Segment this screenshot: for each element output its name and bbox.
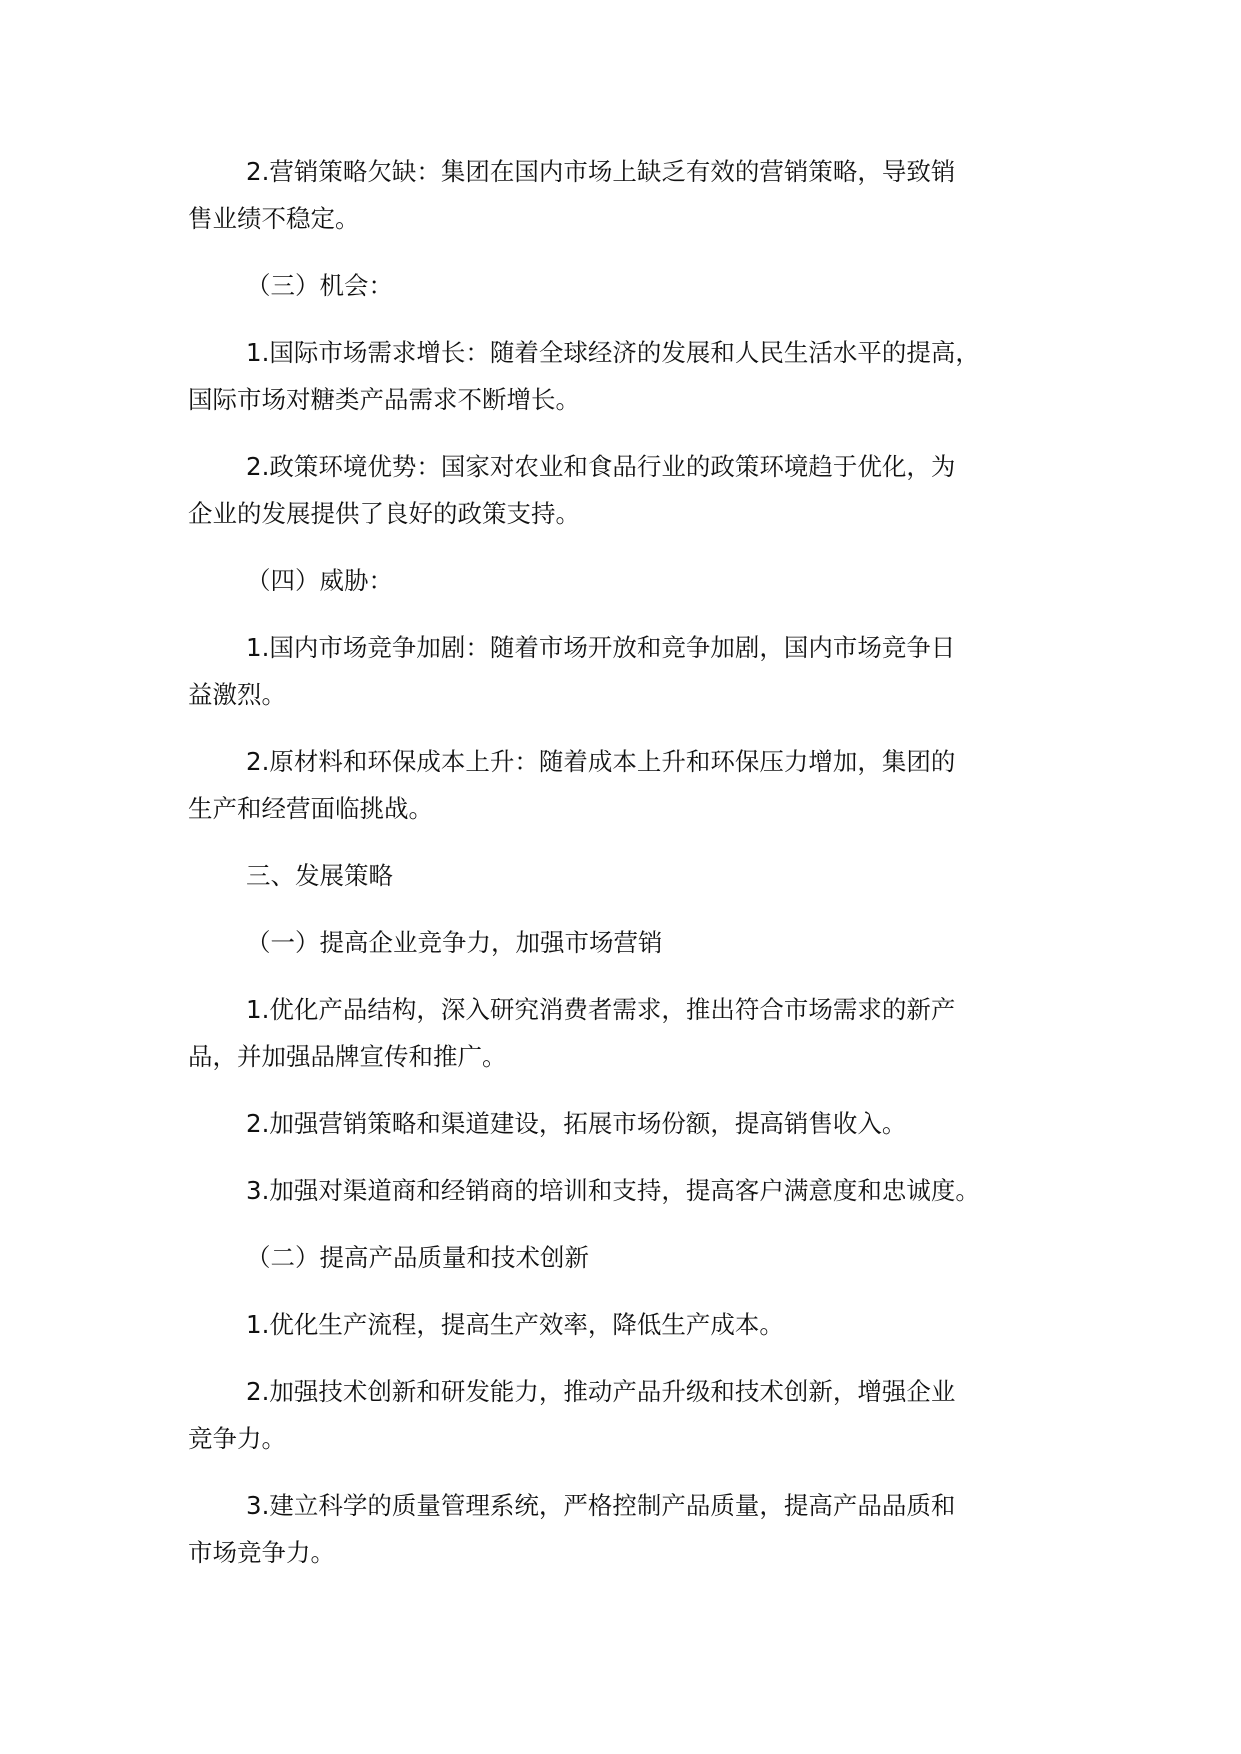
paragraph-intl-demand: 1.国际市场需求增长：随着全球经济的发展和人民生活水平的提高， 国际市场对糖类产品需求不断增长。 <box>188 338 980 414</box>
paragraph-marketing-weakness: 2.营销策略欠缺：集团在国内市场上缺乏有效的营销策略，导致销 售业绩不稳定。 <box>188 157 956 233</box>
paragraph-product-structure: 1.优化产品结构，深入研究消费者需求，推出符合市场需求的新产 品，并加强品牌宣传和推广。 <box>188 995 956 1071</box>
paragraph-domestic-competition: 1.国内市场竞争加剧：随着市场开放和竞争加剧，国内市场竞争日 益激烈。 <box>188 633 956 709</box>
paragraph-tech-innovation: 2.加强技术创新和研发能力，推动产品升级和技术创新，增强企业 竞争力。 <box>188 1377 956 1453</box>
paragraph-production-process: 1.优化生产流程，提高生产效率，降低生产成本。 <box>246 1310 784 1339</box>
heading-competitiveness: （一）提高企业竞争力，加强市场营销 <box>246 928 663 957</box>
document-page <box>188 148 1088 1596</box>
paragraph-cost-rise: 2.原材料和环保成本上升：随着成本上升和环保压力增加，集团的 生产和经营面临挑战。 <box>188 747 956 823</box>
heading-quality-innovation: （二）提高产品质量和技术创新 <box>246 1243 589 1272</box>
paragraph-marketing-channels: 2.加强营销策略和渠道建设，拓展市场份额，提高销售收入。 <box>246 1109 907 1138</box>
paragraph-policy-advantage: 2.政策环境优势：国家对农业和食品行业的政策环境趋于优化，为 企业的发展提供了良好的政策支持。 <box>188 452 956 528</box>
heading-opportunities: （三）机会： <box>246 271 393 300</box>
paragraph-dealer-training: 3.加强对渠道商和经销商的培训和支持，提高客户满意度和忠诚度。 <box>246 1176 980 1205</box>
heading-threats: （四）威胁： <box>246 566 393 595</box>
heading-development-strategy: 三、发展策略 <box>246 861 393 890</box>
paragraph-quality-management: 3.建立科学的质量管理系统，严格控制产品质量，提高产品品质和 市场竞争力。 <box>188 1491 956 1567</box>
